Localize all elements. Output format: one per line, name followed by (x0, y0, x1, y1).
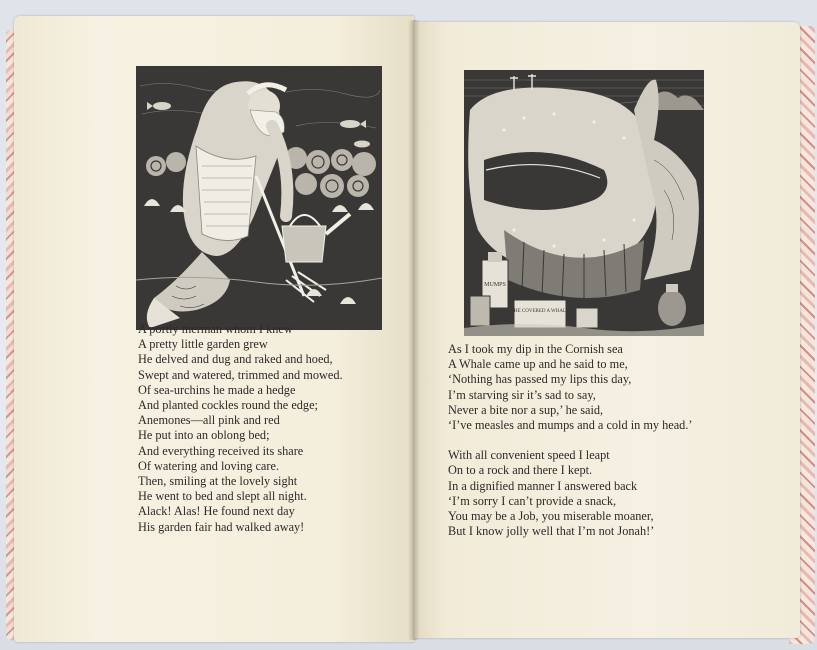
poem-line: ‘I’ve measles and mumps and a cold in my head.’ (448, 418, 693, 433)
whale-poem (448, 342, 693, 539)
stanza-gap (448, 433, 693, 448)
book-gutter (408, 20, 420, 640)
poem-line: And everything received its share (138, 443, 304, 458)
poem-line: On to a rock and there I kept. (448, 463, 593, 478)
bottle-label: MUMPS (484, 282, 506, 288)
poem-line: He delved and dug and raked and hoed, (138, 352, 333, 367)
merman-poem (138, 322, 343, 535)
poem-line: Alack! Alas! He found next day (138, 504, 295, 519)
poem-line: As I took my dip in the Cornish sea (448, 342, 623, 356)
merman-illustration (136, 66, 382, 330)
poem-line: Swept and watered, trimmed and mowed. (138, 367, 343, 382)
poem-line: His garden fair had walked away! (138, 519, 305, 534)
poem-line: Never a bite nor a sup,’ he said, (448, 402, 604, 417)
poem-line: Then, smiling at the lovely sight (138, 474, 298, 489)
poem-line: I’m starving sir it’s sad to say, (448, 387, 596, 402)
poem-line: Anemones—all pink and red (138, 413, 280, 428)
poem-line: A pretty little garden grew (138, 337, 268, 352)
poem-line: But I know jolly well that I’m not Jonah!’ (448, 524, 655, 539)
left-page (14, 16, 414, 642)
poem-line: He put into an oblong bed; (138, 428, 270, 443)
poem-line: A Whale came up and he said to me, (448, 357, 628, 372)
right-page (414, 22, 800, 638)
poem-line: Of sea-urchins he made a hedge (138, 382, 296, 397)
poem-line: You may be a Job, you miserable moaner, (448, 509, 654, 524)
whale-illustration (464, 70, 704, 336)
poem-line: He went to bed and slept all night. (138, 489, 307, 504)
poem-line: In a dignified manner I answered back (448, 478, 638, 493)
poem-line: ‘I’m sorry I can’t provide a snack, (448, 493, 617, 508)
poem-line: ‘Nothing has passed my lips this day, (448, 372, 632, 387)
poem-line: And planted cockles round the edge; (138, 398, 318, 413)
tin-label: THE COVERED A WHALE (510, 309, 570, 314)
poem-line: A portly merman whom I knew (138, 322, 293, 336)
poem-line: Of watering and loving care. (138, 458, 280, 473)
poem-line: With all convenient speed I leapt (448, 448, 610, 463)
